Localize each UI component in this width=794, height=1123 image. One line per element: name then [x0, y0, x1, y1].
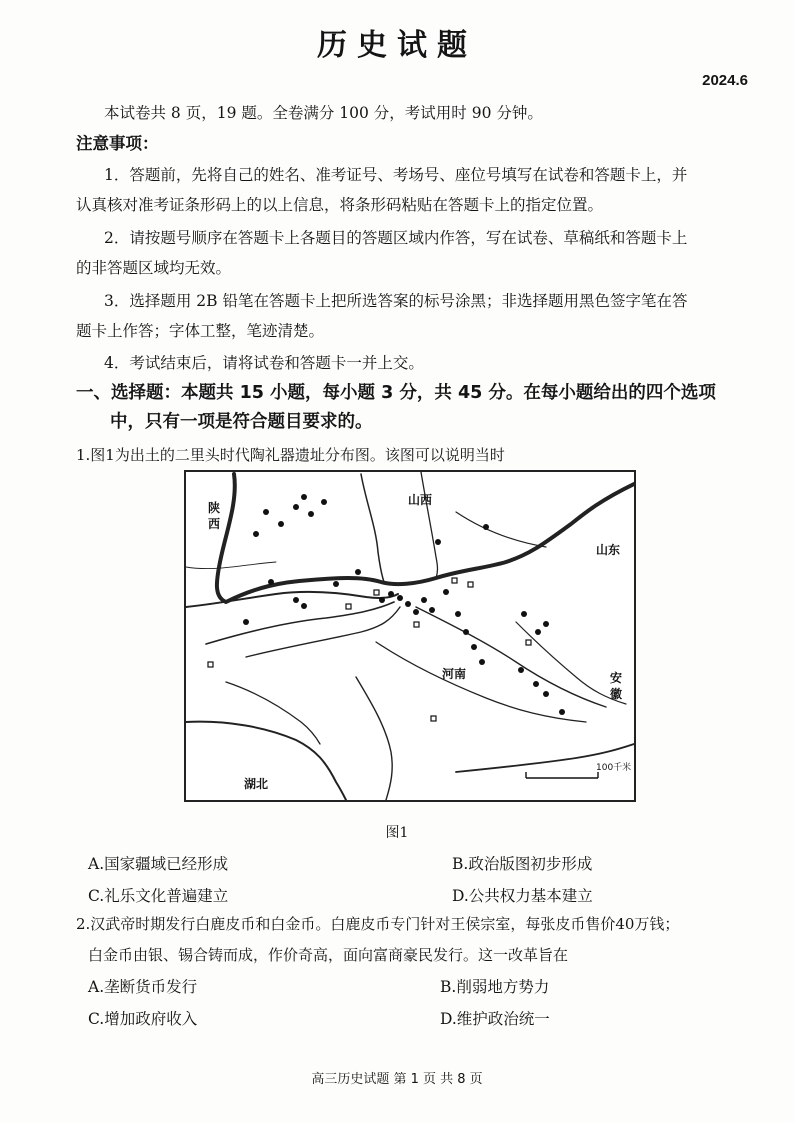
site-dot: [243, 619, 249, 625]
notice-item-1-line-1: 1．答题前，先将自己的姓名、准考证号、考场号、座位号填写在试卷和答题卡上，并: [104, 166, 688, 184]
site-dot: [483, 524, 489, 530]
question-1-stem: 1.图1为出土的二里头时代陶礼器遗址分布图。该图可以说明当时: [76, 446, 505, 464]
fen-river: [361, 474, 384, 582]
label-shandong: 山东: [596, 543, 621, 557]
erlitou-site-map: [184, 470, 636, 802]
northern-tributary: [456, 512, 546, 547]
label-anhui-2: 徽: [610, 687, 623, 701]
notice-item-3-line-2: 题卡上作答；字体工整，笔迹清楚。: [76, 322, 325, 340]
notice-item-2-line-2: 的非答题区域均无效。: [76, 259, 232, 277]
site-dot: [543, 621, 549, 627]
notice-item-2-line-1: 2．请按题号顺序在答题卡上各题目的答题区域内作答，写在试卷、草稿纸和答题卡上: [104, 229, 688, 247]
q2-option-d[interactable]: D.维护政治统一: [440, 1010, 550, 1028]
notice-item-4: 4．考试结束后，请将试卷和答题卡一并上交。: [104, 354, 424, 372]
question-2-stem-line-2: 白金币由银、锡合铸而成，作价奇高，面向富商豪民发行。这一改革旨在: [88, 946, 569, 964]
site-dot: [413, 609, 419, 615]
dan-river: [226, 682, 320, 744]
site-dot: [321, 499, 327, 505]
q2-option-c[interactable]: C.增加政府收入: [88, 1010, 198, 1028]
site-square: [431, 716, 436, 721]
site-dot: [355, 569, 361, 575]
site-square: [414, 622, 419, 627]
site-dot: [543, 691, 549, 697]
section-1-heading-line-1: 一、选择题：本题共 15 小题，每小题 3 分，共 45 分。在每小题给出的四个选项: [76, 383, 716, 403]
site-dot: [301, 603, 307, 609]
page-footer: 高三历史试题 第 1 页 共 8 页: [311, 1072, 483, 1087]
site-dot: [479, 659, 485, 665]
site-square: [208, 662, 213, 667]
page-title: 历史试题: [317, 28, 477, 63]
site-dot: [421, 597, 427, 603]
site-dot: [293, 597, 299, 603]
q1-option-a[interactable]: A.国家疆域已经形成: [88, 855, 229, 873]
exam-date: 2024.6: [702, 72, 748, 89]
site-dot: [379, 597, 385, 603]
luo-river: [206, 602, 394, 644]
site-dot: [455, 611, 461, 617]
site-dot: [518, 667, 524, 673]
site-square: [468, 582, 473, 587]
site-dot: [471, 644, 477, 650]
site-dot: [293, 504, 299, 510]
label-anhui-1: 安: [610, 671, 623, 685]
q1-option-d[interactable]: D.公共权力基本建立: [452, 887, 593, 905]
site-dot: [443, 589, 449, 595]
site-dot: [253, 531, 259, 537]
site-dot: [521, 611, 527, 617]
yi-river: [246, 607, 400, 657]
label-shanxi: 山西: [408, 493, 433, 507]
site-dot: [533, 681, 539, 687]
site-dot: [435, 539, 441, 545]
site-dot: [463, 629, 469, 635]
site-dot: [278, 521, 284, 527]
label-henan: 河南: [442, 667, 467, 681]
section-1-heading-line-2: 中，只有一项是符合题目要求的。: [110, 412, 373, 432]
map-svg: [186, 472, 634, 800]
question-2-stem-line-1: 2.汉武帝时期发行白鹿皮币和白金币。白鹿皮币专门针对王侯宗室，每张皮币售价40万钱；: [76, 915, 680, 933]
notice-item-1-line-2: 认真核对准考证条形码上的以上信息，将条形码粘贴在答题卡上的指定位置。: [76, 196, 604, 214]
site-dot: [388, 591, 394, 597]
figure-caption: 图1: [385, 825, 409, 841]
site-dot: [333, 581, 339, 587]
notice-item-3-line-1: 3．选择题用 2B 铅笔在答题卡上把所选答案的标号涂黑；非选择题用黑色签字笔在答: [104, 292, 688, 310]
label-scale: 100千米: [596, 763, 632, 773]
bai-river: [356, 677, 392, 800]
site-square: [452, 578, 457, 583]
scale-bar: [526, 772, 598, 778]
label-shaanxi-2: 西: [208, 517, 221, 531]
ying-river: [416, 607, 606, 707]
qin-river: [421, 472, 438, 578]
q2-option-a[interactable]: A.垄断货币发行: [88, 978, 198, 996]
site-dot: [405, 601, 411, 607]
q1-option-b[interactable]: B.政治版图初步形成: [452, 855, 593, 873]
label-shaanxi-1: 陕: [208, 501, 221, 515]
qinling-ridge-line: [186, 562, 276, 569]
q2-option-b[interactable]: B.削弱地方势力: [440, 978, 550, 996]
site-dot: [429, 607, 435, 613]
label-hubei: 湖北: [244, 777, 269, 791]
ru-river: [376, 642, 586, 722]
site-square: [374, 590, 379, 595]
notice-heading: 注意事项：: [76, 134, 159, 153]
site-dot: [559, 709, 565, 715]
site-dot: [268, 579, 274, 585]
site-dot: [535, 629, 541, 635]
q1-option-c[interactable]: C.礼乐文化普遍建立: [88, 887, 229, 905]
site-dot: [308, 511, 314, 517]
site-square: [346, 604, 351, 609]
site-dot: [263, 509, 269, 515]
site-dot: [397, 595, 403, 601]
site-dot: [301, 494, 307, 500]
site-square: [526, 640, 531, 645]
intro-text: 本试卷共 8 页，19 题。全卷满分 100 分，考试用时 90 分钟。: [104, 104, 543, 122]
